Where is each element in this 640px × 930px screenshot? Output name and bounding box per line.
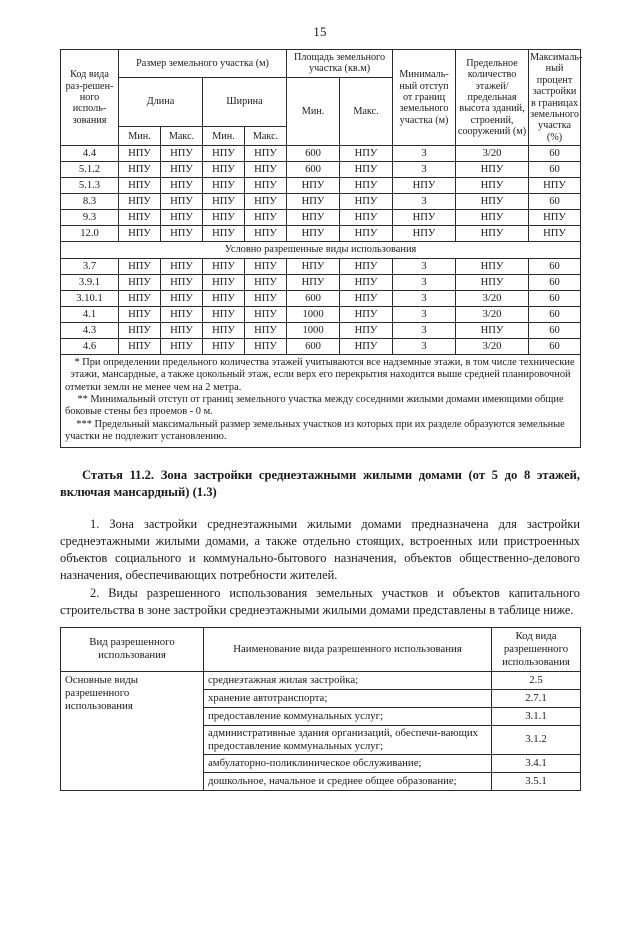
cell-percent: 60: [529, 306, 581, 322]
cell-area-min: 1000: [287, 306, 340, 322]
cell-width-min: НПУ: [203, 178, 245, 194]
table-row: [61, 274, 581, 290]
cell-area-max: НПУ: [340, 306, 393, 322]
table-row: [61, 178, 581, 194]
cell-area-min: НПУ: [287, 194, 340, 210]
cell-code: 9.3: [61, 210, 119, 226]
cell-length-max: НПУ: [161, 258, 203, 274]
article-heading: Статья 11.2. Зона застройки среднеэтажными жилыми домами (от 5 до 8 этажей, включая мансардный) (1.3): [60, 467, 580, 499]
limits-table: [60, 49, 581, 448]
cell-area-max: НПУ: [340, 258, 393, 274]
uses-cell-code: 3.5.1: [492, 772, 581, 790]
cell-area-min: 600: [287, 162, 340, 178]
note-2: ** Минимальный отступ от границ земельного участка между соседними жилыми домами имеющими общие боковые стены без проемов - 0 м.: [65, 394, 564, 418]
cell-area-max: НПУ: [340, 194, 393, 210]
cell-floors: НПУ: [456, 226, 529, 242]
cell-percent: 60: [529, 322, 581, 338]
cell-code: 8.3: [61, 194, 119, 210]
cell-area-min: НПУ: [287, 178, 340, 194]
cell-code: 3.7: [61, 258, 119, 274]
document-page: [0, 24, 640, 930]
cell-percent: 60: [529, 146, 581, 162]
cell-floors: НПУ: [456, 322, 529, 338]
header-floors: Предельное количество этажей/ предельная высота зданий, строений, сооружений (м): [456, 50, 529, 146]
cell-code: 5.1.2: [61, 162, 119, 178]
cell-area-min: НПУ: [287, 226, 340, 242]
limits-table-notes: [61, 354, 581, 447]
header-size: Размер земельного участка (м): [119, 50, 287, 78]
table-row: [61, 210, 581, 226]
cell-floors: 3/20: [456, 306, 529, 322]
cell-length-max: НПУ: [161, 322, 203, 338]
header-length-min: Мин.: [119, 127, 161, 146]
header-length: Длина: [119, 77, 203, 126]
cell-width-max: НПУ: [245, 162, 287, 178]
cell-area-min: 600: [287, 146, 340, 162]
uses-cell-name: хранение автотранспорта;: [204, 689, 492, 707]
cell-length-max: НПУ: [161, 274, 203, 290]
cell-width-max: НПУ: [245, 306, 287, 322]
cell-width-max: НПУ: [245, 226, 287, 242]
cell-area-max: НПУ: [340, 338, 393, 354]
cell-width-max: НПУ: [245, 290, 287, 306]
cell-floors: НПУ: [456, 194, 529, 210]
cell-length-max: НПУ: [161, 210, 203, 226]
cell-floors: НПУ: [456, 258, 529, 274]
table-row: [61, 258, 581, 274]
uses-cell-code: 3.4.1: [492, 754, 581, 772]
cell-length-min: НПУ: [119, 258, 161, 274]
uses-cell-name: административные здания организаций, обеспечи-вающих предоставление коммунальных услуг;: [204, 725, 492, 754]
header-area: Площадь земельного участка (кв.м): [287, 50, 393, 78]
article-paragraph-2: 2. Виды разрешенного использования земельных участков и объектов капитального строительства в зоне застройки среднеэтажными жилыми домами представлены в таблице ниже.: [60, 585, 580, 617]
uses-cell-code: 2.5: [492, 671, 581, 689]
cell-width-min: НПУ: [203, 290, 245, 306]
cell-setback: 3: [393, 306, 456, 322]
table-row: [61, 226, 581, 242]
cell-area-min: НПУ: [287, 258, 340, 274]
conditional-section-title: Условно разрешенные виды использования: [61, 242, 581, 259]
cell-length-min: НПУ: [119, 210, 161, 226]
header-width-min: Мин.: [203, 127, 245, 146]
cell-setback: 3: [393, 194, 456, 210]
cell-width-max: НПУ: [245, 338, 287, 354]
uses-table-body: [61, 671, 581, 790]
cell-width-max: НПУ: [245, 274, 287, 290]
cell-code: 4.1: [61, 306, 119, 322]
table-row-section: [61, 242, 581, 259]
cell-width-max: НПУ: [245, 178, 287, 194]
cell-width-min: НПУ: [203, 274, 245, 290]
cell-percent: НПУ: [529, 210, 581, 226]
cell-area-min: 600: [287, 338, 340, 354]
cell-floors: 3/20: [456, 146, 529, 162]
page-content: [60, 49, 583, 791]
cell-length-min: НПУ: [119, 322, 161, 338]
note-1: * При определении предельного количества этажей учитываются все надземные этажи, в том числе технические этажи, мансардные, а также цокольный этаж, если верх его перекрытия находится выше средней планировочной отметки земли не менее чем на 2 метра.: [65, 356, 575, 393]
cell-setback: 3: [393, 290, 456, 306]
cell-width-min: НПУ: [203, 226, 245, 242]
header-width: Ширина: [203, 77, 287, 126]
cell-length-max: НПУ: [161, 194, 203, 210]
cell-length-min: НПУ: [119, 194, 161, 210]
article-paragraph-1: 1. Зона застройки среднеэтажными жилыми домами предназначена для застройки среднеэтажными жилыми домами, а также отдельно стоящих, встроенных или пристроенных объектов социального и коммунально-бытового назначения, объектов общественно-делового назначения, обеспечивающих потребности жителей.: [60, 516, 580, 582]
cell-setback: 3: [393, 146, 456, 162]
cell-length-min: НПУ: [119, 338, 161, 354]
cell-length-max: НПУ: [161, 338, 203, 354]
cell-length-min: НПУ: [119, 290, 161, 306]
cell-area-max: НПУ: [340, 178, 393, 194]
cell-length-min: НПУ: [119, 226, 161, 242]
cell-area-max: НПУ: [340, 274, 393, 290]
cell-area-min: 1000: [287, 322, 340, 338]
table-row: [61, 146, 581, 162]
note-3: *** Предельный максимальный размер земельных участков из которых при их разделе образуются земельные участки не подлежит установлению.: [65, 418, 565, 443]
cell-length-min: НПУ: [119, 274, 161, 290]
uses-group-label: Основные виды разрешенного использования: [61, 671, 204, 790]
header-setback: Минималь-ный отступ от границ земельного участка (м): [393, 50, 456, 146]
header-length-max: Макс.: [161, 127, 203, 146]
cell-percent: 60: [529, 162, 581, 178]
limits-table-section: [61, 242, 581, 259]
cell-width-min: НПУ: [203, 338, 245, 354]
cell-length-max: НПУ: [161, 162, 203, 178]
cell-length-max: НПУ: [161, 226, 203, 242]
table-row: [61, 194, 581, 210]
cell-floors: НПУ: [456, 178, 529, 194]
cell-floors: 3/20: [456, 290, 529, 306]
uses-cell-name: амбулаторно-поликлиническое обслуживание;: [204, 754, 492, 772]
table-row: [61, 290, 581, 306]
cell-area-max: НПУ: [340, 210, 393, 226]
cell-length-max: НПУ: [161, 306, 203, 322]
uses-header-name: Наименование вида разрешенного использования: [204, 627, 492, 671]
uses-cell-name: среднеэтажная жилая застройка;: [204, 671, 492, 689]
cell-floors: НПУ: [456, 210, 529, 226]
cell-setback: 3: [393, 162, 456, 178]
cell-code: 5.1.3: [61, 178, 119, 194]
cell-code: 4.3: [61, 322, 119, 338]
cell-length-max: НПУ: [161, 146, 203, 162]
table-row: [61, 322, 581, 338]
cell-setback: 3: [393, 274, 456, 290]
cell-width-min: НПУ: [203, 258, 245, 274]
cell-code: 4.6: [61, 338, 119, 354]
cell-width-min: НПУ: [203, 146, 245, 162]
cell-setback: НПУ: [393, 210, 456, 226]
cell-percent: НПУ: [529, 178, 581, 194]
cell-code: 4.4: [61, 146, 119, 162]
cell-area-max: НПУ: [340, 162, 393, 178]
cell-percent: 60: [529, 258, 581, 274]
uses-header-code: Код вида разрешенного использования: [492, 627, 581, 671]
header-percent: Максималь-ный процент застройки в границах земельного участка (%): [529, 50, 581, 146]
cell-width-min: НПУ: [203, 210, 245, 226]
table-row: [61, 671, 581, 689]
cell-setback: 3: [393, 258, 456, 274]
cell-code: 12.0: [61, 226, 119, 242]
cell-area-max: НПУ: [340, 146, 393, 162]
cell-length-min: НПУ: [119, 306, 161, 322]
cell-width-min: НПУ: [203, 322, 245, 338]
uses-cell-code: 2.7.1: [492, 689, 581, 707]
cell-floors: НПУ: [456, 274, 529, 290]
cell-area-min: 600: [287, 290, 340, 306]
cell-percent: 60: [529, 274, 581, 290]
table-row: [61, 306, 581, 322]
cell-floors: 3/20: [456, 338, 529, 354]
cell-area-max: НПУ: [340, 290, 393, 306]
uses-cell-name: предоставление коммунальных услуг;: [204, 707, 492, 725]
cell-area-max: НПУ: [340, 322, 393, 338]
cell-setback: НПУ: [393, 226, 456, 242]
cell-width-min: НПУ: [203, 306, 245, 322]
cell-length-max: НПУ: [161, 290, 203, 306]
header-width-max: Макс.: [245, 127, 287, 146]
cell-area-max: НПУ: [340, 226, 393, 242]
cell-width-max: НПУ: [245, 194, 287, 210]
limits-table-conditional-body: [61, 258, 581, 354]
limits-header-row-1: [61, 50, 581, 78]
uses-cell-code: 3.1.1: [492, 707, 581, 725]
cell-setback: НПУ: [393, 178, 456, 194]
table-row: [61, 162, 581, 178]
cell-width-max: НПУ: [245, 210, 287, 226]
cell-area-min: НПУ: [287, 210, 340, 226]
cell-setback: 3: [393, 338, 456, 354]
table-row-notes: [61, 354, 581, 447]
cell-percent: 60: [529, 194, 581, 210]
cell-code: 3.10.1: [61, 290, 119, 306]
cell-width-max: НПУ: [245, 258, 287, 274]
uses-cell-code: 3.1.2: [492, 725, 581, 754]
cell-width-max: НПУ: [245, 146, 287, 162]
limits-table-main-body: [61, 146, 581, 242]
uses-header-kind: Вид разрешенного использования: [61, 627, 204, 671]
cell-length-max: НПУ: [161, 178, 203, 194]
cell-floors: НПУ: [456, 162, 529, 178]
cell-length-min: НПУ: [119, 146, 161, 162]
page-number: 15: [313, 24, 327, 39]
uses-table: [60, 627, 581, 791]
limits-table-head: [61, 50, 581, 146]
uses-table-head: [61, 627, 581, 671]
cell-setback: 3: [393, 322, 456, 338]
header-area-max: Макс.: [340, 77, 393, 145]
header-area-min: Мин.: [287, 77, 340, 145]
cell-percent: 60: [529, 290, 581, 306]
header-code: Код вида раз-решен-ного исполь-зования: [61, 50, 119, 146]
cell-width-max: НПУ: [245, 322, 287, 338]
cell-area-min: НПУ: [287, 274, 340, 290]
cell-code: 3.9.1: [61, 274, 119, 290]
cell-width-min: НПУ: [203, 194, 245, 210]
uses-header-row: [61, 627, 581, 671]
cell-length-min: НПУ: [119, 178, 161, 194]
uses-cell-name: дошкольное, начальное и среднее общее образование;: [204, 772, 492, 790]
cell-percent: 60: [529, 338, 581, 354]
cell-width-min: НПУ: [203, 162, 245, 178]
cell-percent: НПУ: [529, 226, 581, 242]
table-row: [61, 338, 581, 354]
cell-length-min: НПУ: [119, 162, 161, 178]
notes-cell: [61, 354, 581, 447]
